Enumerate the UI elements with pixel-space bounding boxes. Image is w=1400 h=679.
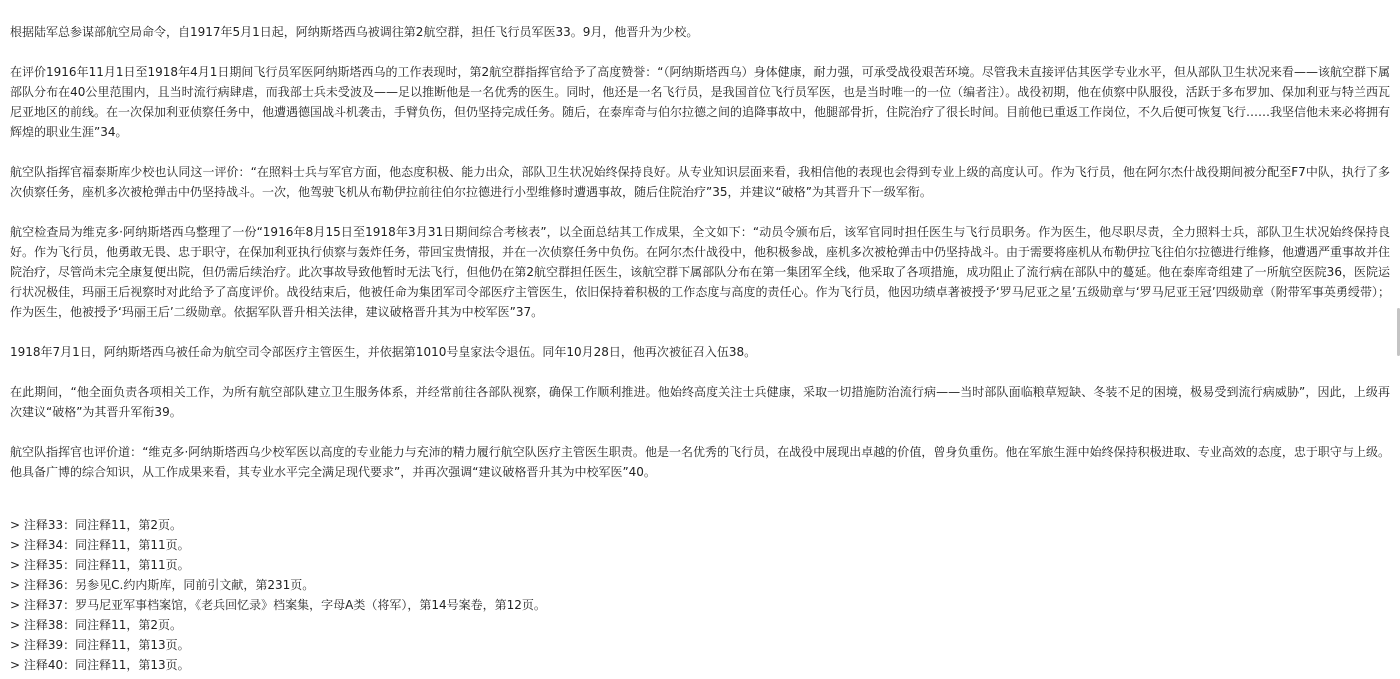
footnote-item: > 注释33：同注释11，第2页。: [10, 518, 183, 532]
footnote-item: > 注释35：同注释11，第11页。: [10, 558, 190, 572]
footnote-item: > 注释34：同注释11，第11页。: [10, 538, 190, 552]
paragraph: 航空队指挥官福泰斯库少校也认同这一评价：“在照料士兵与军官方面，他态度积极、能力出众，部队卫生状况始终保持良好。从专业知识层面来看，我相信他的表现也会得到专业上级的高度认可。作为飞行员，他在阿尔杰什战役期间被分配至F7中队，执行了多次侦察任务，座机多次被枪弹击中仍坚持战斗。一次，他驾驶飞机从布勒伊拉前往伯尔拉德进行小型维修时遭遇事故，随后住院治疗”35，并建议“破格”为其晋升下一级军衔。: [10, 165, 1390, 199]
footnote-item: > 注释36：另参见C.约内斯库，同前引文献，第231页。: [10, 578, 315, 592]
paragraph: 根据陆军总参谋部航空局命令，自1917年5月1日起，阿纳斯塔西乌被调往第2航空群，担任飞行员军医33。9月，他晋升为少校。: [10, 25, 699, 39]
footnote-item: > 注释40：同注释11，第13页。: [10, 658, 190, 672]
document-body: [10, 22, 1390, 675]
footnote-item: > 注释38：同注释11，第2页。: [10, 618, 183, 632]
paragraph: 1918年7月1日，阿纳斯塔西乌被任命为航空司令部医疗主管医生，并依据第1010号皇家法令退伍。同年10月28日，他再次被征召入伍38。: [10, 345, 757, 359]
footnotes-list: [10, 515, 1390, 675]
footnote-item: > 注释39：同注释11，第13页。: [10, 638, 190, 652]
paragraph: 在评价1916年11月1日至1918年4月1日期间飞行员军医阿纳斯塔西乌的工作表现时，第2航空群指挥官给予了高度赞誉：“（阿纳斯塔西乌）身体健康，耐力强，可承受战役艰苦环境。尽管我未直接评估其医学专业水平，但从部队卫生状况来看——该航空群下属部队分布在40公里范围内，且当时流行病肆虐，而我部士兵未受波及——足以推断他是一名优秀的医生。同时，他还是一名飞行员，是我国首位飞行员军医，也是当时唯一的一位（编者注）。战役初期，他在侦察中队服役，活跃于多布罗加、保加利亚与特兰西瓦尼亚地区的前线。在一次保加利亚侦察任务中，他遭遇德国战斗机袭击，手臂负伤，但仍坚持完成任务。随后，在泰库奇与伯尔拉德之间的追降事故中，他腿部骨折，住院治疗了很长时间。目前他已重返工作岗位，不久后便可恢复飞行……我坚信他未来必将拥有辉煌的职业生涯”34。: [10, 65, 1391, 139]
footnote-item: > 注释37：罗马尼亚军事档案馆，《老兵回忆录》档案集，字母A类（将军），第14号案卷，第12页。: [10, 598, 546, 612]
paragraph: 在此期间，“他全面负责各项相关工作，为所有航空部队建立卫生服务体系，并经常前往各部队视察，确保工作顺利推进。他始终高度关注士兵健康，采取一切措施防治流行病——当时部队面临粮草短缺、冬装不足的困境，极易受到流行病威胁”，因此，上级再次建议“破格”为其晋升军衔39。: [10, 385, 1390, 419]
paragraph: 航空队指挥官也评价道：“维克多·阿纳斯塔西乌少校军医以高度的专业能力与充沛的精力履行航空队医疗主管医生职责。他是一名优秀的飞行员，在战役中展现出卓越的价值，曾身负重伤。他在军旅生涯中始终保持积极进取、专业高效的态度，忠于职守与上级。他具备广博的综合知识，从工作成果来看，其专业水平完全满足现代要求”，并再次强调“建议破格晋升其为中校军医”40。: [10, 445, 1390, 479]
paragraph: 航空检查局为维克多·阿纳斯塔西乌整理了一份“1916年8月15日至1918年3月31日期间综合考核表”，以全面总结其工作成果，全文如下：“动员令颁布后，该军官同时担任医生与飞行员职务。作为医生，他尽职尽责，全力照料士兵，部队卫生状况始终保持良好。作为飞行员，他勇敢无畏、忠于职守，在保加利亚执行侦察与轰炸任务，带回宝贵情报，并在一次侦察任务中负伤。在阿尔杰什战役中，他积极参战，座机多次被枪弹击中仍坚持战斗。由于需要将座机从布勒伊拉飞往伯尔拉德进行维修，他遭遇严重事故并住院治疗，尽管尚未完全康复便出院，但仍需后续治疗。此次事故导致他暂时无法飞行，但他仍在第2航空群担任医生，该航空群下属部队分布在第一集团军全线，他采取了各项措施，成功阻止了流行病在部队中的蔓延。他在泰库奇组建了一所航空医院36，医院运行状况极佳，玛丽王后视察时对此给予了高度评价。战役结束后，他被任命为集团军司令部医疗主管医生，依旧保持着积极的工作态度与高度的责任心。作为飞行员，他因功绩卓著被授予‘罗马尼亚之星’五级勋章与‘罗马尼亚王冠’四级勋章（附带军事英勇绶带）；作为医生，他被授予‘玛丽王后’二级勋章。依据军队晋升相关法律，建议破格晋升其为中校军医”37。: [10, 225, 1391, 319]
